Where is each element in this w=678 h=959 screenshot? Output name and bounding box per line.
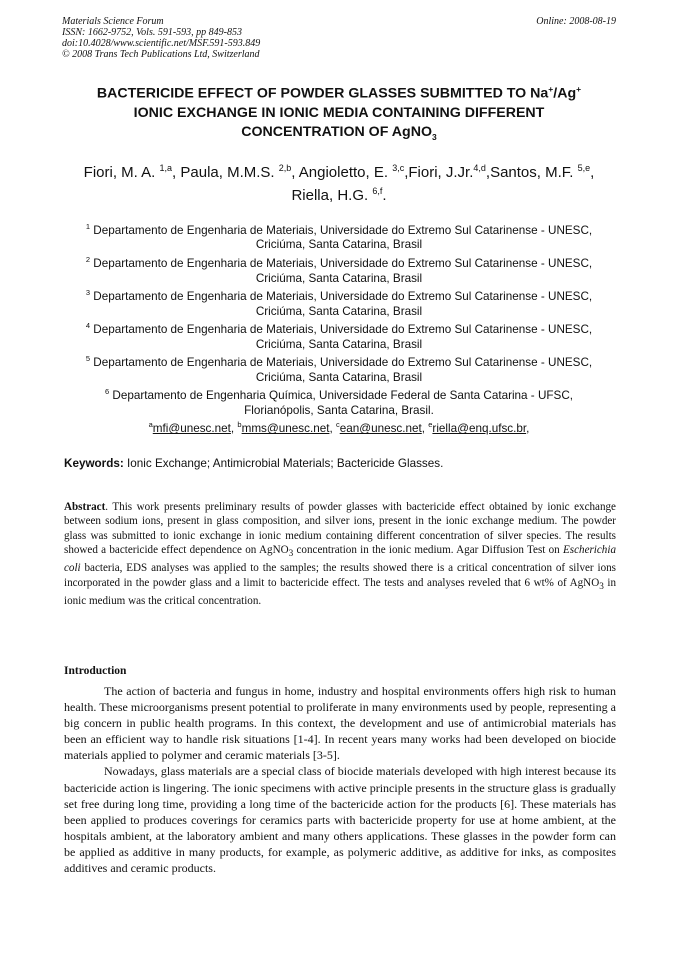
- abstract-sub: 3: [599, 581, 604, 592]
- author-name: Paula, M.M.S.: [180, 164, 279, 181]
- keywords-label: Keywords:: [64, 457, 124, 470]
- journal-name: Materials Science Forum: [62, 16, 164, 27]
- author-sup: 2,b: [278, 163, 292, 173]
- introduction-body: [64, 683, 616, 876]
- email-link[interactable]: mms@unesc.net: [241, 422, 330, 436]
- affiliation-text: Departamento de Engenharia de Materiais, Universidade do Extremo Sul Catarinense - UNESC,: [93, 223, 593, 237]
- title-sub-3: 3: [432, 131, 437, 142]
- email-link[interactable]: ean@unesc.net: [339, 422, 422, 436]
- title-text-1b: /Ag: [553, 85, 577, 102]
- email-list: [60, 418, 618, 436]
- copyright: © 2008 Trans Tech Publications Ltd, Switzerland: [62, 49, 260, 60]
- author: [84, 164, 181, 181]
- affiliation-text: Departamento de Engenharia de Materiais, Universidade do Extremo Sul Catarinense - UNESC,: [93, 256, 593, 270]
- affiliation: [60, 319, 618, 352]
- email-sup: a: [148, 420, 153, 430]
- abstract-text: . This work presents preliminary results of powder glasses with bactericide effect obtained by ionic exchange between sodium ions, present in glass composition, and silver ions, present in the ionic exchange medium. The powder glass was submitted to ionic exchange in ionic medium containing different concentration of silver species. The results showed a bactericide effect dependence on AgNO: [64, 501, 616, 556]
- affiliation: [60, 352, 618, 385]
- email-link[interactable]: riella@enq.ufsc.br: [432, 422, 527, 436]
- email-link[interactable]: mfi@unesc.net: [152, 422, 231, 436]
- affiliation: [60, 220, 618, 253]
- affiliation-num: 3: [85, 288, 90, 298]
- title-line-3: [60, 123, 618, 147]
- affiliation-num: 5: [85, 354, 90, 364]
- title-line-2: IONIC EXCHANGE IN IONIC MEDIA CONTAINING DIFFERENT: [133, 104, 545, 121]
- email-sep: ,: [526, 422, 530, 436]
- abstract-text: concentration in the ionic medium. Agar Diffusion Test on: [293, 543, 563, 556]
- author-sep: ,: [404, 164, 409, 181]
- title-sup-1: +: [548, 84, 554, 94]
- email-sup: e: [428, 420, 433, 430]
- author-sep: ,: [291, 164, 299, 181]
- title-line-1: [60, 80, 618, 104]
- affiliation-text: Departamento de Engenharia de Materiais, Universidade do Extremo Sul Catarinense - UNESC,: [93, 290, 593, 304]
- affiliation-city: Criciúma, Santa Catarina, Brasil: [255, 271, 423, 285]
- affiliation-city: Criciúma, Santa Catarina, Brasil: [255, 238, 423, 252]
- author: [490, 164, 594, 181]
- paper-title: [60, 80, 618, 147]
- email-sup: b: [237, 420, 242, 430]
- journal-header: [62, 16, 616, 60]
- title-sup-2: +: [576, 84, 582, 94]
- affiliation-city: Florianópolis, Santa Catarina, Brasil.: [244, 403, 434, 417]
- email-sup: c: [335, 420, 340, 430]
- author-sup: 5,e: [577, 163, 591, 173]
- author-sup: 1,a: [159, 163, 173, 173]
- affiliation: [60, 286, 618, 319]
- author: [180, 164, 298, 181]
- affiliation-text: Departamento de Engenharia de Materiais, Universidade do Extremo Sul Catarinense - UNESC,: [93, 356, 593, 370]
- affiliation-text: Departamento de Engenharia Química, Universidade Federal de Santa Catarina - UFSC,: [112, 389, 574, 403]
- section-heading-introduction: Introduction: [64, 665, 127, 677]
- affiliation-city: Criciúma, Santa Catarina, Brasil: [255, 370, 423, 384]
- author-list: [62, 159, 616, 205]
- abstract-italic: Escherichia coli: [64, 543, 616, 575]
- author-sup: 6,f: [372, 186, 383, 196]
- keywords: [64, 457, 618, 470]
- author-sep: ,: [172, 164, 181, 181]
- author: [299, 164, 409, 181]
- affiliation: [60, 385, 618, 418]
- affiliation-num: 6: [104, 387, 110, 397]
- issn: ISSN: 1662-9752, Vols. 591-593, pp 849-853: [62, 27, 242, 38]
- abstract-sub: 3: [288, 549, 294, 560]
- abstract-label: Abstract: [64, 501, 106, 513]
- affiliation-num: 2: [85, 255, 90, 265]
- author-name: Angioletto, E.: [298, 164, 393, 181]
- author: [408, 164, 490, 181]
- doi: doi:10.4028/www.scientific.net/MSF.591-593.849: [62, 38, 261, 49]
- affiliation-city: Criciúma, Santa Catarina, Brasil: [255, 337, 423, 351]
- author: [291, 187, 386, 204]
- author-name: Santos, M.F.: [490, 164, 578, 181]
- affiliation-text: Departamento de Engenharia de Materiais, Universidade do Extremo Sul Catarinense - UNESC,: [93, 323, 593, 337]
- email-sep: ,: [230, 422, 238, 436]
- title-text-1: BACTERICIDE EFFECT OF POWDER GLASSES SUBMITTED TO Na: [96, 85, 549, 102]
- keywords-text: Ionic Exchange; Antimicrobial Materials; Bactericide Glasses.: [123, 457, 444, 470]
- author-sep: .: [382, 187, 387, 204]
- author-name: Fiori, J.Jr.: [408, 164, 474, 181]
- abstract-text: bacteria, EDS analyses was applied to the samples; the results showed there is a critical concentration of silver ions incorporated in the powder glass and a limit to bactericide effect. The tests and analyses reveled that 6 wt% of AgNO: [64, 562, 616, 589]
- affiliation-num: 4: [85, 321, 90, 331]
- abstract-text: in ionic medium was the critical concentration.: [64, 576, 616, 608]
- online-date: Online: 2008-08-19: [536, 16, 616, 27]
- author-sup: 4,d: [473, 163, 486, 173]
- author-name: Riella, H.G.: [291, 187, 373, 204]
- email-sep: ,: [329, 422, 336, 436]
- paragraph: The action of bacteria and fungus in home, industry and hospital environments offers high risk to human health. These microorganisms present potential to proliferate in many environments used by people, representing a big concern in public health programs. In this context, the development and use of antimicrobial materials has been an efficient way to handle risk situations [1-4]. In recent years many works had been developed on biocide materials applied to polymer and ceramic materials [3-5].: [64, 684, 616, 763]
- abstract: [64, 500, 616, 609]
- email-sep: ,: [421, 422, 429, 436]
- paragraph: Nowadays, glass materials are a special class of biocide materials developed with high interest because its bactericide action is lingering. The ionic specimens with active principle presents in the structure glass is gradually set free during long time, providing a long time of the bactericide action for the products [6]. These materials has been applied to produces coverings for ceramics parts with bactericide property for use at home ambient, at the hospitals ambient, at the laboratory ambient and many others applications. These glasses in the powder form can be applied as additive in many products, for example, as polymeric additive, as additive for inks, as composites additives and ceramic products.: [64, 764, 616, 876]
- affiliation-city: Criciúma, Santa Catarina, Brasil: [255, 304, 423, 318]
- affiliations: [60, 220, 618, 437]
- author-sup: 3,c: [392, 163, 405, 173]
- author-sep: ,: [590, 164, 595, 181]
- author-sep: ,: [485, 164, 491, 181]
- author-name: Fiori, M. A.: [83, 164, 160, 181]
- affiliation-num: 1: [85, 222, 90, 231]
- affiliation: [60, 253, 618, 286]
- title-text-3: CONCENTRATION OF AgNO: [241, 123, 432, 140]
